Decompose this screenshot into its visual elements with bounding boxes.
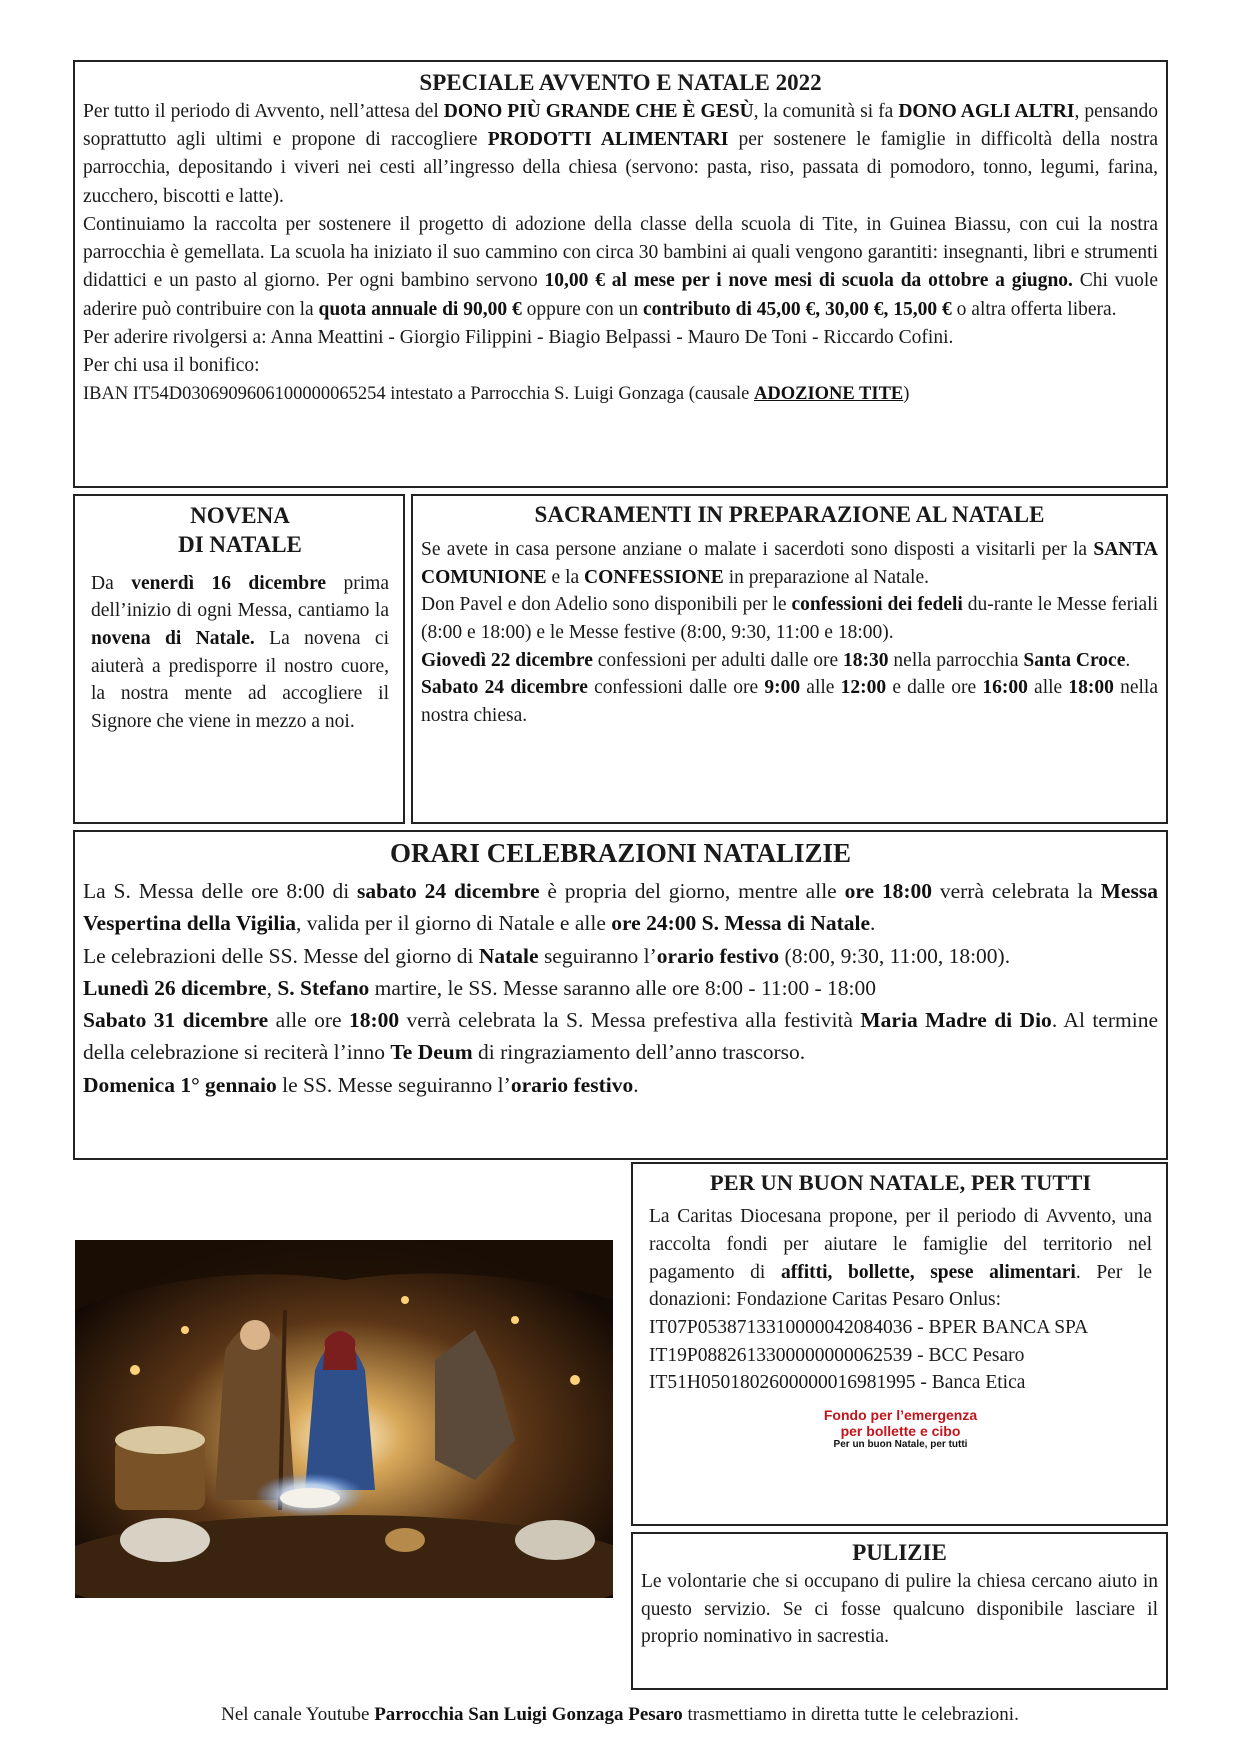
sacramenti-section xyxy=(411,494,1168,824)
sacramenti-paragraph-4: Sabato 24 dicembre confessioni dalle ore 9:00 alle 12:00 e dalle ore 16:00 alle 18:00 nella nostra chiesa. xyxy=(421,677,1158,727)
special-paragraph-3: Per aderire rivolgersi a: Anna Meattini - Giorgio Filippini - Biagio Belpassi - Mauro De Toni - Riccardo Cofini. xyxy=(83,327,954,349)
orari-paragraph-1: La S. Messa delle ore 8:00 di sabato 24 dicembre è propria del giorno, mentre alle ore 18:00 verrà celebrata la Messa Vespertina della Vigilia, valida per il giorno di Natale e alle ore 24:00 S. Messa di Natale. xyxy=(83,879,1158,936)
sacramenti-paragraph-2: Don Pavel e don Adelio sono disponibili per le confessioni dei fedeli du-rante le Messe feriali (8:00 e 18:00) e le Messe festive (8:00, 9:30, 11:00 e 18:00). xyxy=(421,594,1158,643)
buon-natale-title: PER UN BUON NATALE, PER TUTTI xyxy=(709,1170,1092,1195)
novena-section xyxy=(73,494,405,824)
fondo-emergenza-logo: Fondo per l’emergenza per bollette e cibo Per un buon Natale, per tutti xyxy=(823,1407,978,1451)
pulizie-text: Le volontarie che si occupano di pulire la chiesa cercano aiuto in questo servizio. Se ci fosse qualcuno disponibile lasciare il proprio nominativo in sacrestia. xyxy=(641,1570,1158,1648)
novena-text: Da venerdì 16 dicembre prima dell’inizio di ogni Messa, cantiamo la novena di Natale. La novena ci aiuterà a predisporre il nostro cuore, la nostra mente ad accogliere il Signore che viene in mezzo a noi. xyxy=(91,572,389,732)
buon-natale-iban-1: IT07P0538713310000042084036 - BPER BANCA SPA xyxy=(649,1317,1089,1338)
special-paragraph-1: Per tutto il periodo di Avvento, nell’attesa del DONO PIÙ GRANDE CHE È GESÙ, la comunità si fa DONO AGLI ALTRI, pensando soprattutto agli ultimi e propone di raccogliere PRODOTTI ALIMENTARI per sostenere le famiglie in difficoltà della nostra parrocchia, depositando i viveri nei cesti all’ingresso della chiesa (servono: pasta, riso, passata di pomodoro, tonno, legumi, farina, zucchero, biscotti e latte). xyxy=(83,100,1159,207)
orari-title: ORARI CELEBRAZIONI NATALIZIE xyxy=(389,838,852,868)
nativity-image xyxy=(75,1240,613,1598)
orari-paragraph-5: Domenica 1° gennaio le SS. Messe seguiranno l’orario festivo. xyxy=(83,1072,639,1097)
novena-title: NOVENA DI NATALE xyxy=(178,503,302,557)
special-paragraph-4: Per chi usa il bonifico: xyxy=(83,355,260,377)
footer: Nel canale Youtube Parrocchia San Luigi Gonzaga Pesaro trasmettiamo in diretta tutte le celebrazioni. xyxy=(221,1704,1019,1725)
special-iban: IBAN IT54D0306909606100000065254 intestato a Parrocchia S. Luigi Gonzaga (causale ADOZIONE TITE) xyxy=(83,383,910,404)
buon-natale-iban-3: IT51H0501802600000016981995 - Banca Etica xyxy=(649,1372,1026,1394)
buon-natale-text: La Caritas Diocesana propone, per il periodo di Avvento, una raccolta fondi per aiutare le famiglie del territorio nel pagamento di affitti, bollette, spese alimentari. Per le donazioni: Fondazione Caritas Pesaro Onlus: xyxy=(649,1206,1153,1311)
sacramenti-paragraph-1: Se avete in casa persone anziane o malate i sacerdoti sono disposti a visitarli per la SANTA COMUNIONE e la CONFESSIONE in preparazione al Natale. xyxy=(421,538,1158,588)
orari-section xyxy=(73,830,1168,1160)
special-paragraph-2: Continuiamo la raccolta per sostenere il progetto di adozione della classe della scuola di Tite, in Guinea Biassu, con cui la nostra parrocchia è gemellata. La scuola ha iniziato il suo cammino con circa 30 bambini ai quali vengono garantiti: insegnanti, libri e strumenti didattici e un pasto al giorno. Per ogni bambino servono 10,00 € al mese per i nove mesi di scuola da ottobre a giugno. Chi vuole aderire può contribuire con la quota annuale di 90,00 € oppure con un contributo di 45,00 €, 30,00 €, 15,00 € o altra offerta libera. xyxy=(83,213,1159,320)
orari-paragraph-4: Sabato 31 dicembre alle ore 18:00 verrà celebrata la S. Messa prefestiva alla festività Maria Madre di Dio. Al termine della celebrazione si reciterà l’inno Te Deum di ringraziamento dell’anno trascorso. xyxy=(83,1008,1158,1065)
nativity-illustration xyxy=(75,1240,613,1598)
special-section xyxy=(73,60,1168,488)
special-title: SPECIALE AVVENTO E NATALE 2022 xyxy=(419,70,822,95)
orari-paragraph-2: Le celebrazioni delle SS. Messe del giorno di Natale seguiranno l’orario festivo (8:00, 9:30, 11:00, 18:00). xyxy=(83,943,1011,968)
buon-natale-iban-2: IT19P0882613300000000062539 - BCC Pesaro xyxy=(649,1344,1025,1366)
orari-paragraph-3: Lunedì 26 dicembre, S. Stefano martire, le SS. Messe saranno alle ore 8:00 - 11:00 - 18:00 xyxy=(83,975,877,1000)
sacramenti-title: SACRAMENTI IN PREPARAZIONE AL NATALE xyxy=(534,502,1045,527)
pulizie-title: PULIZIE xyxy=(852,1540,947,1565)
buon-natale-section xyxy=(631,1162,1168,1526)
sacramenti-paragraph-3: Giovedì 22 dicembre confessioni per adulti dalle ore 18:30 nella parrocchia Santa Croce. xyxy=(421,649,1131,671)
pulizie-section xyxy=(631,1532,1168,1690)
